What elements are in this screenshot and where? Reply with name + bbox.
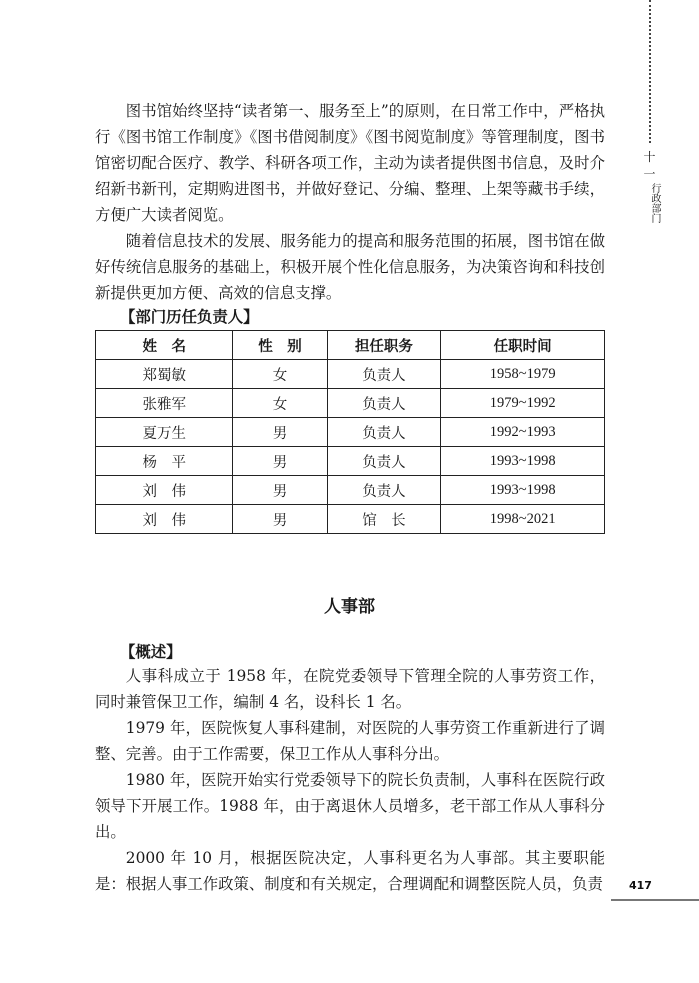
cell-name: 夏万生: [96, 418, 233, 447]
cell-position: 负责人: [327, 476, 441, 505]
overview-label: 【概述】: [120, 643, 182, 661]
table-row: [96, 505, 605, 534]
table-header-row: [96, 331, 605, 360]
cell-sex: 男: [233, 476, 327, 505]
cell-sex: 女: [233, 360, 327, 389]
header-term: 任职时间: [441, 331, 605, 360]
cell-name: 杨 平: [96, 447, 233, 476]
section-title: 人事部: [324, 597, 375, 617]
cell-sex: 男: [233, 418, 327, 447]
cell-term: 1992~1993: [441, 418, 605, 447]
leaders-label: 【部门历任负责人】: [120, 308, 259, 326]
cell-name: 郑蜀敏: [96, 360, 233, 389]
chapter-number: 十一: [643, 150, 657, 181]
chapter-section-name: 行政部门: [649, 183, 660, 223]
cell-term: 1979~1992: [441, 389, 605, 418]
header-position: 担任职务: [327, 331, 441, 360]
hr-paragraph-2: 1979 年，医院恢复人事科建制，对医院的人事劳资工作重新进行了调整、完善。由于工作需要，保卫工作从人事科分出。: [95, 719, 605, 763]
table-row: [96, 476, 605, 505]
table-row: [96, 418, 605, 447]
hr-paragraph-1: 人事科成立于 1958 年，在院党委领导下管理全院的人事劳资工作，同时兼管保卫工作，编制 4 名，设科长 1 名。: [95, 667, 605, 711]
library-paragraph-1: 图书馆始终坚持“读者第一、服务至上”的原则，在日常工作中，严格执行《图书馆工作制度》《图书借阅制度》《图书阅览制度》等管理制度，图书馆密切配合医疗、教学、科研各项工作，主动为读者提供图书信息，及时介绍新书新刊，定期购进图书，并做好登记、分编、整理、上架等藏书手续，方便广大读者阅览。: [95, 102, 605, 224]
table-row: [96, 389, 605, 418]
cell-sex: 男: [233, 447, 327, 476]
page-number: 417: [629, 879, 652, 892]
cell-term: 1958~1979: [441, 360, 605, 389]
table-row: [96, 447, 605, 476]
cell-position: 馆 长: [327, 505, 441, 534]
cell-name: 刘 伟: [96, 476, 233, 505]
cell-position: 负责人: [327, 418, 441, 447]
header-name: 姓 名: [96, 331, 233, 360]
cell-name: 张雅军: [96, 389, 233, 418]
cell-position: 负责人: [327, 447, 441, 476]
header-sex: 性 别: [233, 331, 327, 360]
cell-sex: 女: [233, 389, 327, 418]
cell-name: 刘 伟: [96, 505, 233, 534]
leaders-table: [95, 330, 605, 534]
cell-term: 1993~1998: [441, 476, 605, 505]
hr-paragraph-3: 1980 年，医院开始实行党委领导下的院长负责制，人事科在医院行政领导下开展工作。1988 年，由于离退休人员增多，老干部工作从人事科分出。: [95, 771, 605, 841]
cell-sex: 男: [233, 505, 327, 534]
cell-position: 负责人: [327, 360, 441, 389]
table-row: [96, 360, 605, 389]
page-number-rule: [611, 899, 699, 901]
cell-term: 1998~2021: [441, 505, 605, 534]
hr-paragraph-4: 2000 年 10 月，根据医院决定，人事科更名为人事部。其主要职能是：根据人事工作政策、制度和有关规定，合理调配和调整医院人员，负责: [95, 849, 605, 893]
side-dotted-line: [649, 0, 651, 143]
library-paragraph-2: 随着信息技术的发展、服务能力的提高和服务范围的拓展，图书馆在做好传统信息服务的基础上，积极开展个性化信息服务，为决策咨询和科技创新提供更加方便、高效的信息支撑。: [95, 232, 605, 302]
cell-position: 负责人: [327, 389, 441, 418]
cell-term: 1993~1998: [441, 447, 605, 476]
